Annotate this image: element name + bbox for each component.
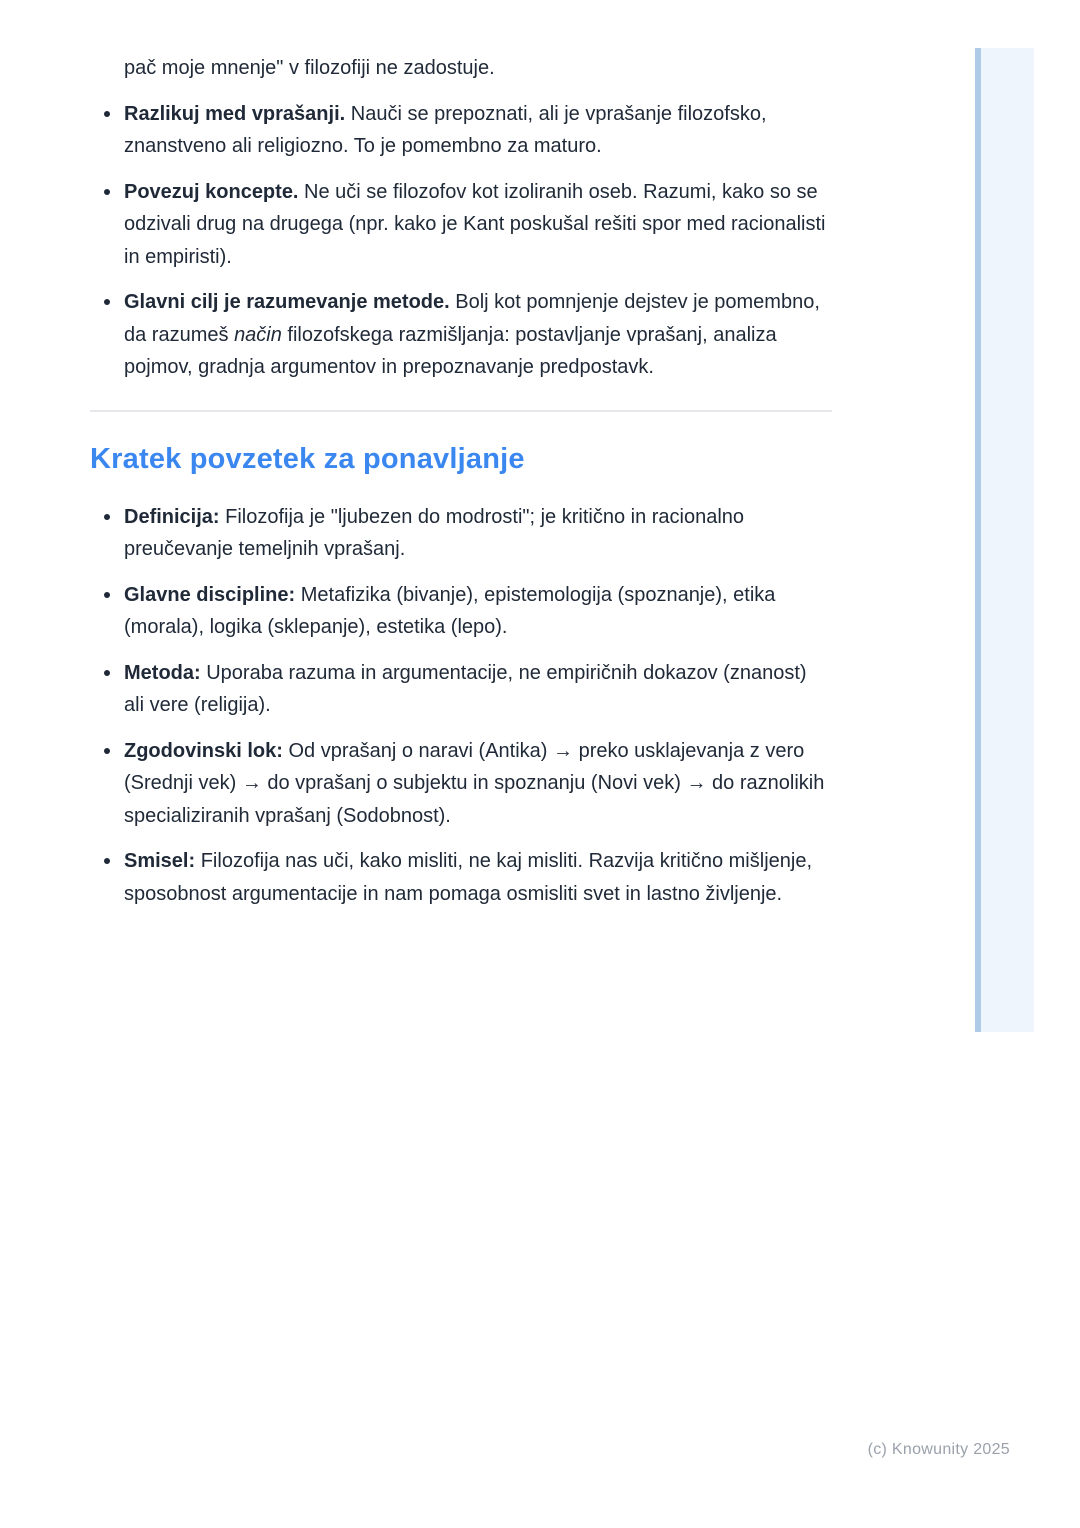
list-item-glavni-cilj <box>90 286 832 384</box>
italic-word: način <box>234 323 282 346</box>
bullet-text: Ne uči se filozofov kot izoliranih oseb. Razumi, kako so se odzivali drug na drugega (npr. kako je Kant poskušal rešiti spor med racionalisti in empiristi). <box>124 180 826 268</box>
document-content <box>90 52 832 910</box>
section-heading: Kratek povzetek za ponavljanje <box>90 442 525 475</box>
bullet-lead-bold: Zgodovinski lok: <box>124 739 283 762</box>
list-item-zgodovinski-lok <box>90 735 832 833</box>
bullet-lead-bold: Smisel: <box>124 850 196 872</box>
bullet-text: Bolj kot pomnjenje dejstev je pomembno, da razumeš <box>124 291 820 346</box>
list-item-povezuj <box>90 176 832 274</box>
page-edge-bar <box>975 48 1034 1032</box>
bullet-text: filozofskega razmišljanja: postavljanje vprašanj, analiza pojmov, gradnja argumentov in prepoznavanje predpostavk. <box>124 323 777 378</box>
bullet-lead-bold: Povezuj koncepte. <box>124 180 299 203</box>
intro-bullet-list <box>90 98 832 384</box>
bullet-lead-bold: Glavne discipline: <box>124 583 296 606</box>
list-item-glavne-discipline <box>90 579 832 644</box>
footer-copyright: (c) Knowunity 2025 <box>867 1441 1010 1458</box>
bullet-text: Metafizika (bivanje), epistemologija (spoznanje), etika (morala), logika (sklepanje), estetika (lepo). <box>124 583 776 638</box>
section-divider <box>90 410 832 412</box>
list-item-metoda <box>90 657 832 722</box>
bullet-text: Od vprašanj o naravi (Antika) → preko usklajevanja z vero (Srednji vek) → do vprašanj o subjektu in spoznanju (Novi vek) → do raznolikih specializiranih vprašanj (Sodobnost). <box>124 739 825 827</box>
bullet-lead-bold: Metoda: <box>124 661 201 684</box>
bullet-lead-bold: Glavni cilj je razumevanje metode. <box>124 291 450 313</box>
list-item-definicija <box>90 501 832 566</box>
bullet-text: Nauči se prepoznati, ali je vprašanje filozofsko, znanstveno ali religiozno. To je pomembno za maturo. <box>124 102 767 157</box>
bullet-lead-bold: Razlikuj med vprašanji. <box>124 102 346 125</box>
bullet-text: Filozofija nas uči, kako misliti, ne kaj misliti. Razvija kritično mišljenje, sposobnost argumentacije in nam pomaga osmisliti svet in lastno življenje. <box>124 850 813 905</box>
bullet-lead-bold: Definicija: <box>124 505 220 528</box>
bullet-text: Filozofija je "ljubezen do modrosti"; je kritično in racionalno preučevanje temeljnih vprašanj. <box>124 505 745 560</box>
list-item-razlikuj <box>90 98 832 163</box>
bullet-text: Uporaba razuma in argumentacije, ne empiričnih dokazov (znanost) ali vere (religija). <box>124 661 807 716</box>
summary-bullet-list <box>90 501 832 911</box>
paragraph-continuation: pač moje mnenje" v filozofiji ne zadostuje. <box>124 57 495 79</box>
list-item-smisel <box>90 845 832 910</box>
